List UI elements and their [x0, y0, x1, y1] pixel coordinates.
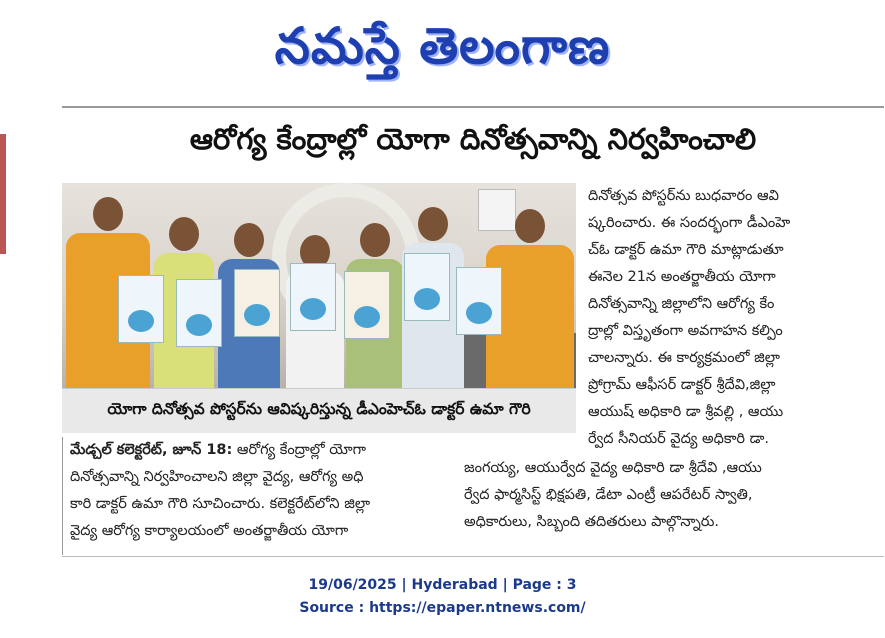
yoga-poster-5	[344, 271, 390, 339]
dateline: మేడ్చల్ కలెక్టరేట్, జూన్ 18:	[70, 442, 233, 458]
body-line: ర్వేద సీనియర్ వైద్య అధికారి డా.	[588, 431, 770, 447]
body-line: ర్వేద ఫార్మసిస్ట్ భిక్షపతి, డేటా ఎంట్రీ ఆపరేటర్ స్వాతి,	[464, 487, 753, 503]
body-line: జంగయ్య, ఆయుర్వేద వైద్య అధికారి డా శ్రీదేవి ,ఆయు	[464, 460, 762, 476]
edition-info: 19/06/2025 | Hyderabad | Page : 3	[308, 577, 577, 593]
body-line: వైద్య ఆరోగ్య కార్యాలయంలో అంతర్జాతీయ యోగా	[70, 523, 349, 539]
body-line: చ్‌ఓ డాక్టర్ ఉమా గౌరి మాట్లాడుతూ	[588, 242, 784, 258]
yoga-poster-1	[118, 275, 164, 343]
article-photo	[62, 183, 576, 388]
yoga-poster-6	[404, 253, 450, 321]
column-divider	[62, 437, 63, 555]
body-line: కారి డాక్టర్ ఉమా గౌరి సూచించారు. కలెక్టరేట్‌లోని జిల్లా	[70, 496, 371, 512]
yoga-poster-7	[456, 267, 502, 335]
body-line: ప్రోగ్రామ్ ఆఫీసర్ డాక్టర్ శ్రీదేవి,జిల్లా	[588, 377, 776, 393]
masthead	[0, 0, 885, 92]
body-line: ఈనెల 21న అంతర్జాతీయ యోగా	[588, 269, 776, 285]
article-column-left	[70, 437, 458, 545]
bottom-rule	[62, 556, 884, 557]
yoga-poster-2	[176, 279, 222, 347]
newspaper-logo: నమస్తే తెలంగాణ	[274, 17, 611, 75]
page-footer	[0, 574, 885, 620]
body-line: ఆయుష్ అధికారి డా శ్రీవల్లి , ఆయు	[588, 404, 784, 420]
body-line: దినోత్సవాన్ని జిల్లాలోని ఆరోగ్య కేం	[588, 296, 775, 312]
body-line: ద్రాల్లో విస్తృతంగా అవగాహన కల్పిం	[588, 323, 783, 339]
body-line: దినోత్సవ పోస్టర్‌ను బుధవారం ఆవి	[588, 188, 779, 204]
body-line: చాలన్నారు. ఈ కార్యక్రమంలో జిల్లా	[588, 350, 780, 366]
article-column-right	[588, 183, 882, 453]
article-column-bottom	[464, 455, 884, 536]
body-line: ఆరోగ్య కేంద్రాల్లో యోగా	[232, 442, 366, 458]
body-line: దినోత్సవాన్ని నిర్వహించాలని జిల్లా వైద్య, ఆరోగ్య అధి	[70, 469, 364, 485]
source-link[interactable]: Source : https://epaper.ntnews.com/	[299, 600, 586, 616]
article-headline: ఆరోగ్య కేంద్రాల్లో యోగా దినోత్సవాన్ని నిర్వహించాలి	[189, 122, 757, 156]
adjacent-column-edge	[0, 92, 14, 564]
photo-caption: యోగా దినోత్సవ పోస్టర్‌ను ఆవిష్కరిస్తున్న డీఎంహెచ్‌ఓ డాక్టర్ ఉమా గౌరి	[62, 388, 576, 433]
adjacent-column-image-edge	[0, 134, 6, 254]
yoga-poster-4	[290, 263, 336, 331]
top-rule	[62, 106, 884, 108]
body-line: అధికారులు, సిబ్బంది తదితరులు పాల్గొన్నారు.	[464, 514, 719, 530]
body-line: ష్కరించారు. ఈ సందర్భంగా డీఎంహె	[588, 215, 791, 231]
yoga-poster-3	[234, 269, 280, 337]
